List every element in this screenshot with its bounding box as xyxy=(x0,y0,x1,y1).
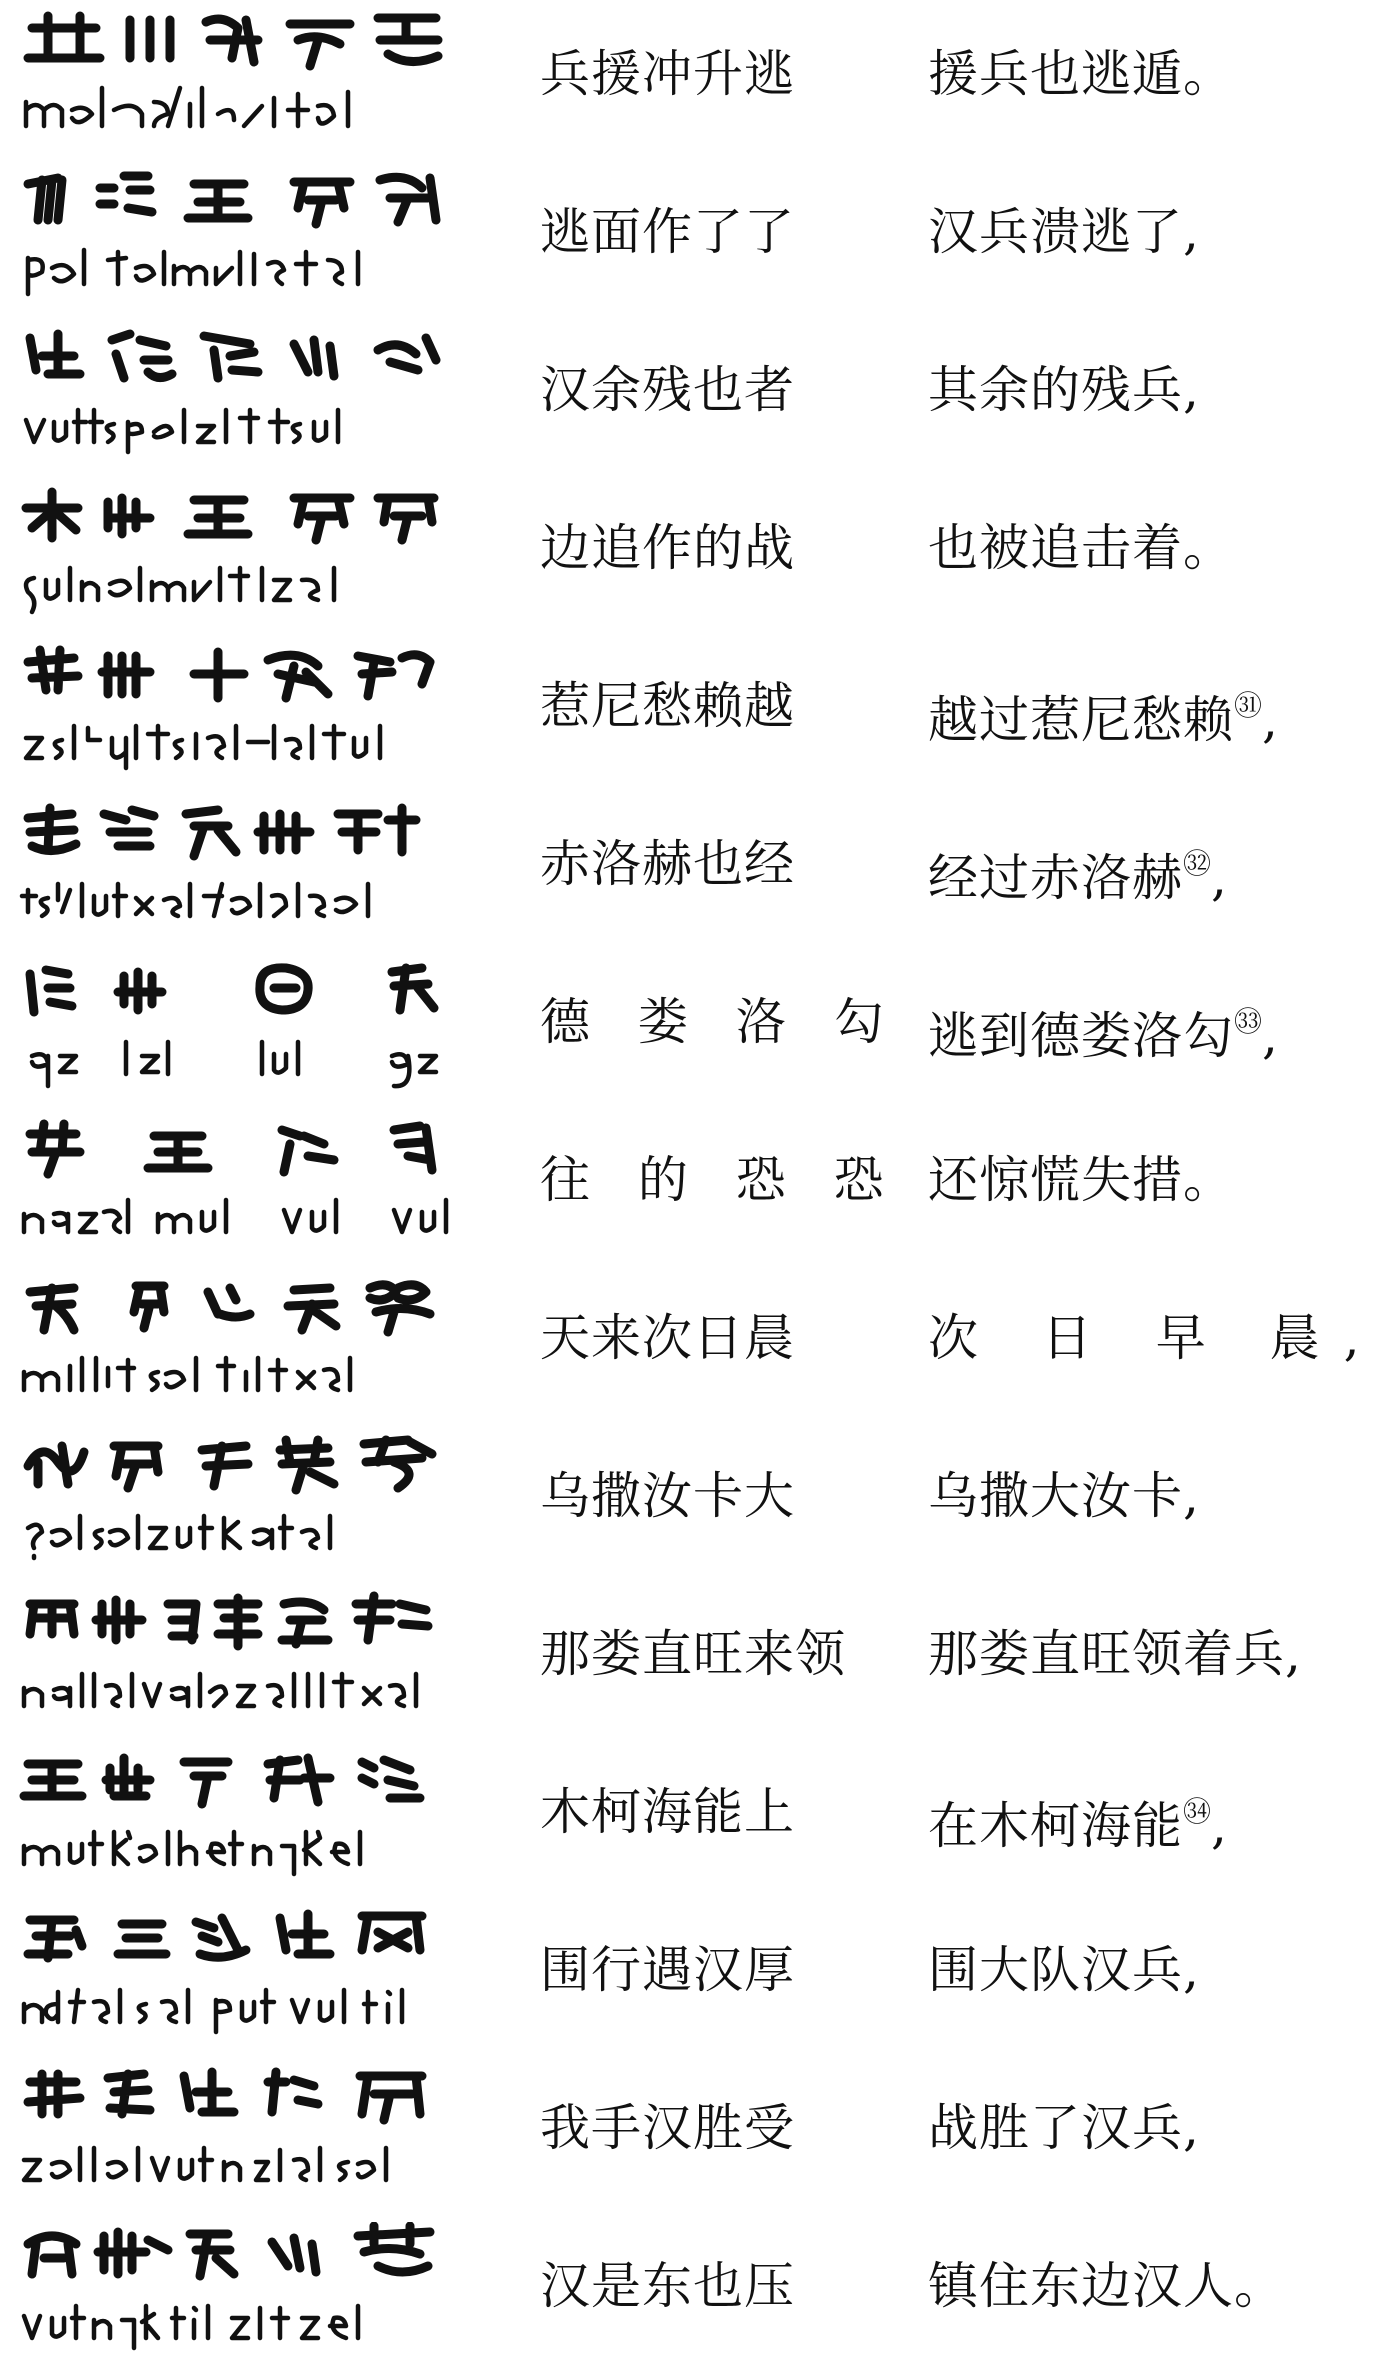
verse-right-text: 援兵也逃遁。 xyxy=(928,45,1234,103)
verse-left-text: 逃面作了了 xyxy=(540,203,795,261)
yi-script-glyph-image xyxy=(18,642,458,784)
verse-left-text: 往 的 恐 恐 xyxy=(540,1151,900,1209)
yi-script-glyph-image xyxy=(18,1748,458,1890)
verse-row xyxy=(0,1740,1392,1898)
verse-left-text: 乌撒汝卡大 xyxy=(540,1467,795,1525)
verse-right-text xyxy=(928,990,1378,1068)
verse-left-text: 兵援冲升逃 xyxy=(540,45,795,103)
verse-row xyxy=(0,1898,1392,2056)
verse-right-text: 次 日 早 晨, xyxy=(928,1309,1384,1367)
yi-script-glyph-image xyxy=(18,800,458,942)
yi-script-glyph-image xyxy=(18,2222,458,2364)
verse-right-tail-punctuation: , xyxy=(1211,1797,1228,1855)
verse-row xyxy=(0,792,1392,950)
verse-right-text: 战胜了汉兵, xyxy=(928,2099,1200,2157)
footnote-marker: ㉝ xyxy=(1234,1005,1263,1038)
verse-left-text: 汉是东也压 xyxy=(540,2257,795,2315)
verse-left-text: 汉余残也者 xyxy=(540,361,795,419)
yi-script-glyph-image xyxy=(18,2064,458,2206)
verse-right-tail-punctuation: , xyxy=(1211,849,1228,907)
verse-row xyxy=(0,318,1392,476)
verse-row xyxy=(0,1108,1392,1266)
verse-right-text: 汉兵溃逃了, xyxy=(928,203,1200,261)
yi-script-glyph-image xyxy=(18,168,458,310)
verse-row xyxy=(0,634,1392,792)
yi-script-glyph-image xyxy=(18,1116,458,1258)
verse-right-main-text: 越过惹尼愁赖 xyxy=(928,691,1234,749)
verse-right-text: 其余的残兵, xyxy=(928,361,1200,419)
verse-left-text: 那娄直旺来领 xyxy=(540,1625,846,1683)
yi-script-glyph-image xyxy=(18,1590,458,1732)
verse-right-text: 那娄直旺领着兵, xyxy=(928,1625,1302,1683)
verse-right-main-text: 在木柯海能 xyxy=(928,1797,1183,1855)
verse-right-main-text: 经过赤洛赫 xyxy=(928,849,1183,907)
verse-right-text xyxy=(928,1780,1378,1858)
verse-left-text: 德 娄 洛 勾 xyxy=(540,993,900,1051)
verse-row xyxy=(0,1424,1392,1582)
verse-right-text: 还惊慌失措。 xyxy=(928,1151,1234,1209)
verse-left-text: 赤洛赫也经 xyxy=(540,835,795,893)
verse-left-text: 边追作的战 xyxy=(540,519,795,577)
verse-right-text: 镇住东边汉人。 xyxy=(928,2257,1285,2315)
yi-script-glyph-image xyxy=(18,958,458,1100)
verse-right-text xyxy=(928,832,1378,910)
verse-right-text xyxy=(928,674,1378,752)
verse-left-text: 我手汉胜受 xyxy=(540,2099,795,2157)
yi-script-glyph-image xyxy=(18,10,458,152)
verse-right-tail-punctuation: , xyxy=(1262,691,1279,749)
verse-row xyxy=(0,2,1392,160)
verse-row xyxy=(0,950,1392,1108)
verse-row xyxy=(0,2056,1392,2214)
verse-row xyxy=(0,160,1392,318)
verse-row xyxy=(0,2214,1392,2372)
verse-left-text: 天来次日晨 xyxy=(540,1309,795,1367)
verse-right-text: 围大队汉兵, xyxy=(928,1941,1200,1999)
verse-right-tail-punctuation: , xyxy=(1262,1007,1279,1065)
yi-script-glyph-image xyxy=(18,1274,458,1416)
verse-left-text: 惹尼愁赖越 xyxy=(540,677,795,735)
verse-left-text: 木柯海能上 xyxy=(540,1783,795,1841)
verse-left-text: 围行遇汉厚 xyxy=(540,1941,795,1999)
footnote-marker: ㉛ xyxy=(1234,689,1263,722)
yi-script-glyph-image xyxy=(18,326,458,468)
verse-right-text: 也被追击着。 xyxy=(928,519,1234,577)
verse-row xyxy=(0,476,1392,634)
verse-row xyxy=(0,1266,1392,1424)
yi-script-glyph-image xyxy=(18,484,458,626)
footnote-marker: ㉜ xyxy=(1183,847,1212,880)
footnote-marker: ㉞ xyxy=(1183,1795,1212,1828)
verse-row xyxy=(0,1582,1392,1740)
yi-script-glyph-image xyxy=(18,1432,458,1574)
verse-right-main-text: 逃到德娄洛勾 xyxy=(928,1007,1234,1065)
yi-script-glyph-image xyxy=(18,1906,458,2048)
verse-right-text: 乌撒大汝卡, xyxy=(928,1467,1200,1525)
